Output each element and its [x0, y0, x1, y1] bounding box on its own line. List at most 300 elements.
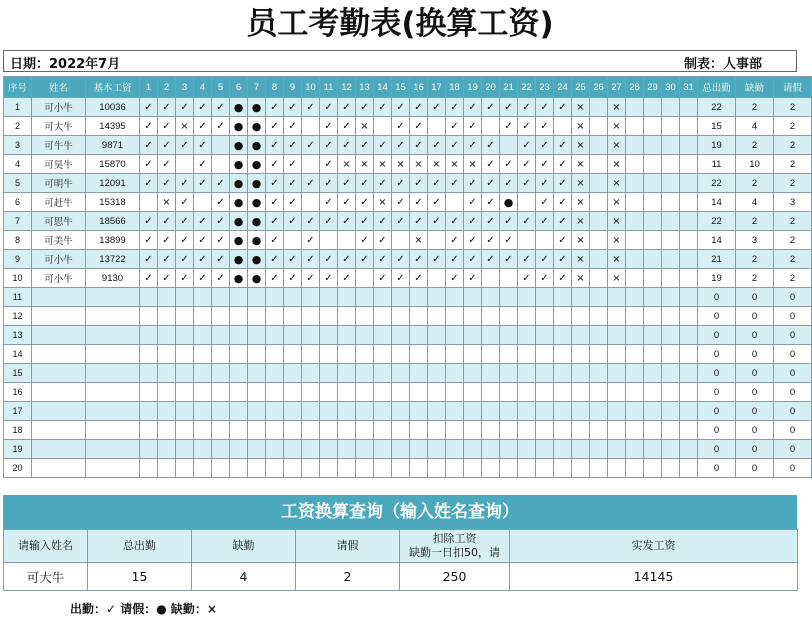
day-cell — [626, 459, 644, 478]
day-cell — [302, 174, 320, 193]
day-cell — [266, 421, 284, 440]
employee-name — [32, 364, 86, 383]
header-day: 20 — [482, 77, 500, 98]
present-mark: ✓ — [360, 234, 369, 246]
day-cell — [392, 440, 410, 459]
absent-mark: × — [576, 158, 585, 170]
day-cell — [590, 250, 608, 269]
day-cell — [446, 364, 464, 383]
day-cell — [590, 288, 608, 307]
day-cell — [338, 307, 356, 326]
total-present: 19 — [698, 269, 736, 288]
present-mark: ✓ — [522, 253, 531, 265]
day-cell — [626, 250, 644, 269]
day-cell — [158, 174, 176, 193]
base-salary: 15318 — [86, 193, 140, 212]
day-cell — [338, 440, 356, 459]
present-mark: ✓ — [216, 272, 225, 284]
present-mark: ✓ — [216, 196, 225, 208]
header-day: 12 — [338, 77, 356, 98]
legend: 出勤：✓ 请假：● 缺勤：× — [70, 602, 217, 616]
day-cell — [374, 231, 392, 250]
table-row — [4, 459, 812, 478]
day-cell — [266, 231, 284, 250]
day-cell — [284, 174, 302, 193]
absent-mark: × — [612, 101, 621, 113]
day-cell — [518, 136, 536, 155]
header-salary: 基本工资 — [86, 77, 140, 98]
day-cell — [320, 231, 338, 250]
day-cell — [284, 288, 302, 307]
day-cell — [302, 459, 320, 478]
day-cell — [212, 345, 230, 364]
day-cell — [482, 288, 500, 307]
day-cell — [392, 231, 410, 250]
present-mark: ✓ — [468, 177, 477, 189]
day-cell — [392, 117, 410, 136]
day-cell — [140, 250, 158, 269]
day-cell — [140, 174, 158, 193]
total-leave: 2 — [774, 269, 812, 288]
day-cell — [374, 155, 392, 174]
day-cell — [284, 345, 302, 364]
day-cell — [140, 98, 158, 117]
row-number: 8 — [4, 231, 32, 250]
day-cell — [320, 326, 338, 345]
day-cell — [644, 383, 662, 402]
day-cell — [536, 383, 554, 402]
absent-mark: × — [612, 215, 621, 227]
absent-mark: × — [612, 120, 621, 132]
header-name: 姓名 — [32, 77, 86, 98]
day-cell — [158, 212, 176, 231]
day-cell — [230, 98, 248, 117]
day-cell — [428, 269, 446, 288]
day-cell — [644, 98, 662, 117]
day-cell — [392, 402, 410, 421]
day-cell — [482, 174, 500, 193]
present-mark: ✓ — [360, 101, 369, 113]
present-mark: ✓ — [540, 139, 549, 151]
present-mark: ✓ — [540, 196, 549, 208]
day-cell — [662, 440, 680, 459]
day-cell — [140, 288, 158, 307]
day-cell — [302, 231, 320, 250]
day-cell — [608, 440, 626, 459]
day-cell — [248, 136, 266, 155]
day-cell — [230, 136, 248, 155]
day-cell — [680, 307, 698, 326]
total-leave: 2 — [774, 155, 812, 174]
day-cell — [194, 117, 212, 136]
day-cell — [320, 174, 338, 193]
day-cell — [590, 383, 608, 402]
day-cell — [248, 231, 266, 250]
day-cell — [140, 307, 158, 326]
day-cell — [608, 383, 626, 402]
leave-mark: ● — [233, 271, 244, 285]
day-cell — [302, 288, 320, 307]
present-mark: ✓ — [288, 101, 297, 113]
table-row — [4, 174, 812, 193]
day-cell — [554, 174, 572, 193]
present-mark: ✓ — [288, 120, 297, 132]
day-cell — [410, 440, 428, 459]
total-present: 0 — [698, 288, 736, 307]
day-cell — [680, 421, 698, 440]
absent-mark: × — [432, 158, 441, 170]
day-cell — [266, 459, 284, 478]
day-cell — [302, 326, 320, 345]
day-cell — [554, 402, 572, 421]
leave-mark: ● — [251, 119, 262, 133]
day-cell — [518, 98, 536, 117]
present-mark: ✓ — [522, 158, 531, 170]
day-cell — [572, 326, 590, 345]
present-mark: ✓ — [396, 253, 405, 265]
day-cell — [536, 117, 554, 136]
day-cell — [266, 383, 284, 402]
day-cell — [590, 231, 608, 250]
day-cell — [644, 459, 662, 478]
day-cell — [410, 250, 428, 269]
present-mark: ✓ — [432, 139, 441, 151]
day-cell — [284, 136, 302, 155]
absent-mark: × — [414, 158, 423, 170]
day-cell — [428, 212, 446, 231]
day-cell — [140, 383, 158, 402]
day-cell — [230, 288, 248, 307]
present-mark: ✓ — [396, 272, 405, 284]
leave-mark: ● — [233, 233, 244, 247]
day-cell — [338, 117, 356, 136]
day-cell — [464, 364, 482, 383]
day-cell — [338, 231, 356, 250]
total-leave: 0 — [774, 421, 812, 440]
day-cell — [392, 345, 410, 364]
day-cell — [140, 421, 158, 440]
day-cell — [554, 440, 572, 459]
day-cell — [626, 383, 644, 402]
present-mark: ✓ — [144, 253, 153, 265]
day-cell — [518, 117, 536, 136]
total-absent: 0 — [736, 307, 774, 326]
day-cell — [680, 383, 698, 402]
day-cell — [356, 212, 374, 231]
present-mark: ✓ — [414, 120, 423, 132]
day-cell — [230, 250, 248, 269]
day-cell — [662, 345, 680, 364]
day-cell — [194, 212, 212, 231]
present-mark: ✓ — [216, 177, 225, 189]
base-salary: 12091 — [86, 174, 140, 193]
present-mark: ✓ — [396, 215, 405, 227]
day-cell — [446, 212, 464, 231]
present-mark: ✓ — [558, 272, 567, 284]
absent-mark: × — [342, 158, 351, 170]
info-bar — [3, 50, 797, 72]
day-cell — [176, 383, 194, 402]
day-cell — [140, 269, 158, 288]
day-cell — [266, 174, 284, 193]
header-present: 总出勤 — [698, 77, 736, 98]
day-cell — [374, 345, 392, 364]
day-cell — [572, 288, 590, 307]
day-cell — [590, 136, 608, 155]
present-mark: ✓ — [144, 272, 153, 284]
leave-mark: ● — [251, 214, 262, 228]
day-cell — [248, 421, 266, 440]
day-cell — [608, 174, 626, 193]
present-mark: ✓ — [432, 253, 441, 265]
day-cell — [644, 174, 662, 193]
present-mark: ✓ — [558, 215, 567, 227]
query-absent-value: 4 — [192, 563, 296, 591]
header-day: 25 — [572, 77, 590, 98]
day-cell — [140, 402, 158, 421]
base-salary — [86, 307, 140, 326]
present-mark: ✓ — [378, 234, 387, 246]
day-cell — [482, 402, 500, 421]
day-cell — [320, 155, 338, 174]
day-cell — [158, 117, 176, 136]
employee-name: 可明牛 — [32, 174, 86, 193]
present-mark: ✓ — [198, 234, 207, 246]
day-cell — [302, 269, 320, 288]
day-cell — [158, 421, 176, 440]
header-day: 1 — [140, 77, 158, 98]
day-cell — [518, 155, 536, 174]
day-cell — [320, 193, 338, 212]
query-header-name: 请输入姓名 — [4, 530, 88, 563]
day-cell — [392, 326, 410, 345]
present-mark: ✓ — [558, 158, 567, 170]
total-present: 0 — [698, 326, 736, 345]
total-present: 22 — [698, 98, 736, 117]
header-day: 3 — [176, 77, 194, 98]
day-cell — [284, 250, 302, 269]
header-day: 18 — [446, 77, 464, 98]
base-salary — [86, 421, 140, 440]
day-cell — [428, 402, 446, 421]
present-mark: ✓ — [342, 139, 351, 151]
query-net-value: 14145 — [510, 563, 798, 591]
present-mark: ✓ — [522, 177, 531, 189]
day-cell — [644, 231, 662, 250]
query-header-deduct-line2: 缺勤一日扣50，请 — [409, 546, 500, 559]
day-cell — [392, 383, 410, 402]
employee-name: 可美牛 — [32, 231, 86, 250]
header-row — [4, 77, 812, 98]
present-mark: ✓ — [342, 101, 351, 113]
present-mark: ✓ — [270, 120, 279, 132]
present-mark: ✓ — [342, 120, 351, 132]
day-cell — [374, 288, 392, 307]
day-cell — [194, 307, 212, 326]
day-cell — [194, 345, 212, 364]
present-mark: ✓ — [522, 272, 531, 284]
total-leave: 0 — [774, 402, 812, 421]
total-present: 0 — [698, 440, 736, 459]
day-cell — [644, 193, 662, 212]
row-number: 18 — [4, 421, 32, 440]
day-cell — [158, 98, 176, 117]
day-cell — [338, 459, 356, 478]
day-cell — [194, 459, 212, 478]
day-cell — [212, 136, 230, 155]
day-cell — [662, 269, 680, 288]
day-cell — [338, 326, 356, 345]
present-mark: ✓ — [504, 158, 513, 170]
present-mark: ✓ — [450, 272, 459, 284]
day-cell — [500, 364, 518, 383]
day-cell — [500, 250, 518, 269]
header-day: 26 — [590, 77, 608, 98]
day-cell — [158, 383, 176, 402]
day-cell — [500, 98, 518, 117]
day-cell — [248, 326, 266, 345]
day-cell — [608, 193, 626, 212]
day-cell — [608, 269, 626, 288]
header-day: 21 — [500, 77, 518, 98]
day-cell — [482, 250, 500, 269]
table-row — [4, 212, 812, 231]
day-cell — [608, 345, 626, 364]
total-leave: 0 — [774, 288, 812, 307]
absent-mark: × — [612, 139, 621, 151]
day-cell — [428, 231, 446, 250]
total-absent: 0 — [736, 326, 774, 345]
day-cell — [140, 136, 158, 155]
absent-mark: × — [576, 253, 585, 265]
day-cell — [266, 117, 284, 136]
maker-label: 制表：人事部 — [684, 57, 763, 72]
day-cell — [356, 231, 374, 250]
day-cell — [176, 250, 194, 269]
day-cell — [230, 174, 248, 193]
day-cell — [446, 117, 464, 136]
header-day: 2 — [158, 77, 176, 98]
leave-mark: ● — [233, 195, 244, 209]
day-cell — [392, 212, 410, 231]
present-mark: ✓ — [288, 272, 297, 284]
absent-mark: × — [576, 177, 585, 189]
present-mark: ✓ — [504, 101, 513, 113]
day-cell — [374, 364, 392, 383]
day-cell — [374, 402, 392, 421]
day-cell — [608, 250, 626, 269]
day-cell — [284, 459, 302, 478]
day-cell — [662, 250, 680, 269]
day-cell — [158, 326, 176, 345]
day-cell — [626, 174, 644, 193]
day-cell — [194, 288, 212, 307]
header-day: 23 — [536, 77, 554, 98]
day-cell — [338, 402, 356, 421]
day-cell — [446, 174, 464, 193]
day-cell — [230, 364, 248, 383]
day-cell — [410, 364, 428, 383]
day-cell — [302, 364, 320, 383]
day-cell — [356, 269, 374, 288]
day-cell — [176, 193, 194, 212]
day-cell — [518, 421, 536, 440]
present-mark: ✓ — [540, 158, 549, 170]
day-cell — [680, 288, 698, 307]
total-present: 0 — [698, 345, 736, 364]
present-mark: ✓ — [486, 139, 495, 151]
present-mark: ✓ — [342, 272, 351, 284]
present-mark: ✓ — [306, 234, 315, 246]
day-cell — [536, 364, 554, 383]
day-cell — [176, 231, 194, 250]
present-mark: ✓ — [414, 253, 423, 265]
day-cell — [644, 345, 662, 364]
day-cell — [338, 193, 356, 212]
day-cell — [446, 440, 464, 459]
day-cell — [284, 193, 302, 212]
day-cell — [392, 250, 410, 269]
present-mark: ✓ — [162, 101, 171, 113]
present-mark: ✓ — [522, 215, 531, 227]
day-cell — [284, 269, 302, 288]
day-cell — [428, 250, 446, 269]
present-mark: ✓ — [288, 196, 297, 208]
day-cell — [662, 364, 680, 383]
present-mark: ✓ — [360, 215, 369, 227]
day-cell — [446, 193, 464, 212]
present-mark: ✓ — [414, 177, 423, 189]
day-cell — [464, 117, 482, 136]
total-present: 0 — [698, 307, 736, 326]
day-cell — [590, 459, 608, 478]
present-mark: ✓ — [270, 215, 279, 227]
day-cell — [464, 383, 482, 402]
day-cell — [302, 440, 320, 459]
day-cell — [212, 231, 230, 250]
day-cell — [158, 155, 176, 174]
employee-name — [32, 383, 86, 402]
query-name-input[interactable]: 可大牛 — [4, 563, 88, 591]
table-row — [4, 307, 812, 326]
day-cell — [464, 174, 482, 193]
day-cell — [248, 98, 266, 117]
day-cell — [590, 402, 608, 421]
total-absent: 3 — [736, 231, 774, 250]
present-mark: ✓ — [144, 215, 153, 227]
day-cell — [284, 117, 302, 136]
day-cell — [500, 193, 518, 212]
day-cell — [320, 117, 338, 136]
absent-mark: × — [576, 139, 585, 151]
present-mark: ✓ — [450, 101, 459, 113]
absent-mark: × — [450, 158, 459, 170]
day-cell — [212, 174, 230, 193]
day-cell — [158, 459, 176, 478]
header-day: 4 — [194, 77, 212, 98]
base-salary: 9130 — [86, 269, 140, 288]
day-cell — [500, 136, 518, 155]
day-cell — [338, 269, 356, 288]
present-mark: ✓ — [486, 101, 495, 113]
day-cell — [356, 174, 374, 193]
day-cell — [230, 383, 248, 402]
table-row — [4, 326, 812, 345]
day-cell — [500, 459, 518, 478]
employee-name — [32, 307, 86, 326]
present-mark: ✓ — [396, 177, 405, 189]
day-cell — [176, 212, 194, 231]
